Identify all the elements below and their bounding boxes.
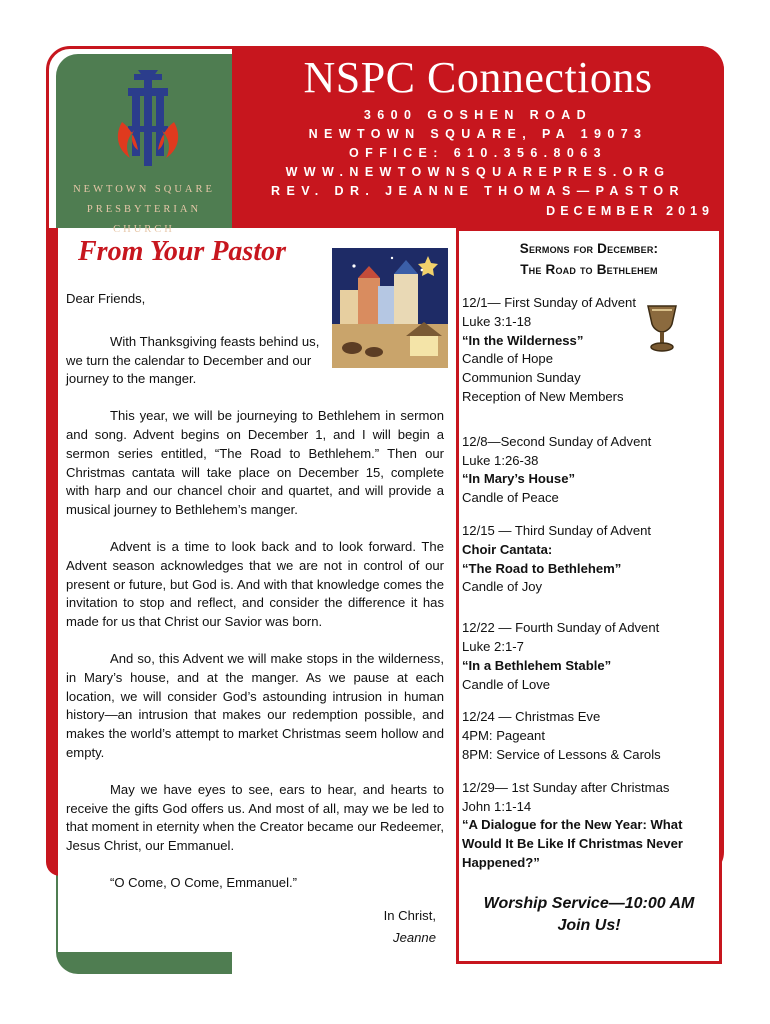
pastor-name: REV. DR. JEANNE THOMAS—PASTOR — [271, 184, 685, 198]
letter-paragraph-2: This year, we will be journeying to Bethlehem in sermon and song. Advent begins on December 1, and I will begin a sermon series entitled, “The Road to Bethlehem.” Then our Christmas cantata will take place on December 15, complete with harp and our chancel choir and quartet, and will provide a musical journey to Bethlehem’s manger. — [66, 408, 444, 518]
sermon-scripture: Luke 2:1-7 — [462, 638, 524, 654]
letter-paragraph-1: With Thanksgiving feasts behind us, we turn the calendar to December and our journey to the manger. — [66, 333, 320, 387]
sermon-scripture: John 1:1-14 — [462, 798, 532, 814]
letter-greeting: Dear Friends, — [66, 291, 146, 306]
sermon-title-text: “The Road to Bethlehem” — [462, 560, 622, 576]
letter-signoff — [330, 905, 436, 949]
sermon-list — [462, 294, 716, 889]
sermon-scripture: Luke 1:26-38 — [462, 452, 539, 468]
website: WWW.NEWTOWNSQUAREPRES.ORG — [285, 165, 671, 179]
street-address: 3600 GOSHEN ROAD — [363, 108, 593, 122]
sermon-note: 8PM: Service of Lessons & Carols — [462, 746, 661, 762]
sermon-date: 12/8—Second Sunday of Advent — [462, 433, 652, 449]
sermon-title-text: “A Dialogue for the New Year: What Would It Be Like If Christmas Never Happened?” — [462, 817, 683, 870]
sermon-title — [459, 238, 719, 280]
sermon-title-line1: Sermons for December: — [519, 241, 659, 256]
sermon-item — [462, 779, 716, 873]
letter-quote: “O Come, O Come, Emmanuel.” — [110, 874, 297, 890]
pastor-letter — [66, 290, 444, 903]
letter-closing: In Christ, — [383, 908, 436, 923]
sermon-item — [462, 708, 716, 764]
sermon-note: Communion Sunday — [462, 370, 581, 386]
sermon-date: 12/22 — Fourth Sunday of Advent — [462, 620, 660, 636]
sermon-title-text: “In Mary’s House” — [462, 471, 576, 487]
sermon-title-line2: The Road to Bethlehem — [520, 262, 658, 277]
church-name — [58, 180, 230, 240]
sermon-note: Reception of New Members — [462, 388, 624, 404]
letter-signature: Jeanne — [393, 930, 436, 945]
sermon-title-text: Choir Cantata: — [462, 541, 553, 557]
church-name-line2: PRESBYTERIAN CHURCH — [86, 204, 202, 235]
church-name-line1: NEWTOWN SQUARE — [73, 184, 215, 195]
sermon-date: 12/29— 1st Sunday after Christmas — [462, 779, 670, 795]
pastor-heading: From Your Pastor — [78, 236, 286, 267]
sermon-note: Candle of Hope — [462, 351, 553, 367]
office-phone: OFFICE: 610.356.8063 — [349, 146, 607, 160]
sermon-item — [462, 619, 716, 694]
sermon-note: 4PM: Pageant — [462, 728, 545, 744]
sermon-note: Candle of Joy — [462, 579, 543, 595]
sermon-item — [462, 522, 716, 597]
sermon-date: 12/15 — Third Sunday of Advent — [462, 522, 652, 538]
sermon-date: 12/24 — Christmas Eve — [462, 709, 601, 725]
worship-invite: Join Us! — [557, 917, 621, 934]
worship-info — [459, 893, 719, 937]
sermon-date: 12/1— First Sunday of Advent — [462, 295, 636, 310]
sermon-note: Candle of Peace — [462, 490, 559, 506]
presbyterian-cross-logo-icon — [108, 66, 188, 176]
sermon-scripture: Luke 3:1-18 — [462, 313, 532, 329]
issue-date: DECEMBER 2019 — [546, 204, 714, 218]
letter-paragraph-4: And so, this Advent we will make stops in the wilderness, in Mary’s house, and at the manger. As we pause at each location, we will consider God’s astounding intrusion in human history—an intrusion that makes our redemption possible, and makes the world’s attempt to market Christmas seem hollow and empty. — [66, 650, 444, 760]
sermon-item — [462, 294, 716, 407]
sermon-item — [462, 433, 716, 508]
newsletter-title: NSPC Connections — [303, 53, 653, 102]
letter-paragraph-5: May we have eyes to see, ears to hear, and hearts to receive the gifts God offers us. And most of all, may we be led to that moment in eternity when the Creator became our Redeemer, Jesus Christ, our Emmanuel. — [66, 781, 444, 854]
worship-time: Worship Service—10:00 AM — [483, 895, 695, 912]
city-address: NEWTOWN SQUARE, PA 19073 — [308, 127, 648, 141]
sermon-title-text: “In a Bethlehem Stable” — [462, 657, 612, 673]
sermon-note: Candle of Love — [462, 676, 551, 692]
letter-paragraph-3: Advent is a time to look back and to look forward. The Advent season acknowledges that we are not in control of our present or future, but God is. And with that knowledge comes the invitation to stop and reflect, and consider the difference it has made for us that Christ our Savior was born. — [66, 538, 444, 630]
sermon-title-text: “In the Wilderness” — [462, 332, 584, 348]
